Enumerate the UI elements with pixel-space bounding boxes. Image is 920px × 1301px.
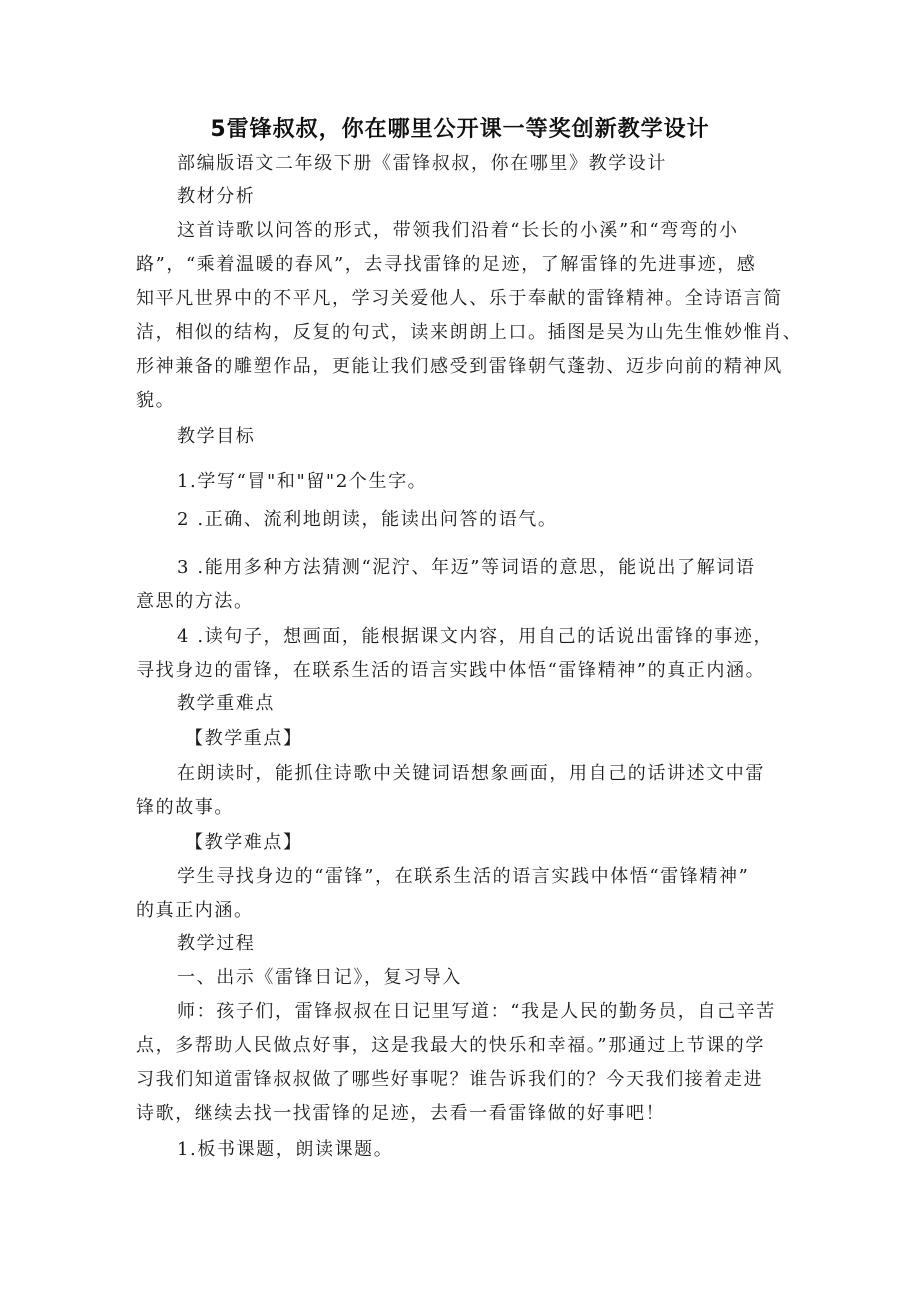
key-points-heading: 教学重难点 (177, 693, 275, 714)
focus-text: 在朗读时，能抓住诗歌中关键词语想象画面，用自己的话讲述文中雷 (177, 763, 765, 784)
goal-item-3: 3 .能用多种方法猜测“泥泞、年迈”等词语的意思，能说出了解词语 (177, 557, 756, 578)
difficulty-text-cont: 的真正内涵。 (136, 900, 254, 921)
analysis-paragraph-line: 知平凡世界中的不平凡，学习关爱他人、乐于奉献的雷锋精神。全诗语言简 (136, 288, 783, 309)
analysis-paragraph-line: 这首诗歌以问答的形式，带领我们沿着“长长的小溪”和“弯弯的小 (177, 220, 739, 241)
teacher-paragraph-line: 诗歌，继续去找一找雷锋的足迹，去看一看雷锋做的好事吧！ (136, 1103, 666, 1124)
difficulty-label: 【教学难点】 (185, 832, 303, 853)
goal-item-2: 2 .正确、流利地朗读，能读出问答的语气。 (177, 509, 558, 530)
goal-item-1: 1.学写“冒"和"留"2个生字。 (177, 471, 428, 492)
teacher-paragraph-line: 点，多帮助人民做点好事，这是我最大的快乐和幸福。”那通过上节课的学 (136, 1035, 765, 1056)
analysis-heading: 教材分析 (177, 186, 256, 207)
goal-item-4-cont: 寻找身边的雷锋，在联系生活的语言实践中体悟“雷锋精神”的真正内涵。 (136, 660, 766, 681)
step-1-title: 一、出示《雷锋日记》，复习导入 (177, 967, 462, 988)
analysis-paragraph-line: 洁，相似的结构，反复的句式，读来朗朗上口。插图是吴为山先生惟妙惟肖、 (136, 322, 803, 343)
goals-heading: 教学目标 (177, 426, 256, 447)
analysis-paragraph-line: 貌。 (136, 390, 176, 411)
substep-1: 1.板书课题，朗读课题。 (177, 1139, 394, 1160)
goal-item-3-cont: 意思的方法。 (136, 591, 254, 612)
teacher-paragraph-line: 师：孩子们，雷锋叔叔在日记里写道：“我是人民的勤务员，自己辛苦 (177, 1001, 776, 1022)
focus-label: 【教学重点】 (185, 728, 303, 749)
analysis-paragraph-line: 路”，“乘着温暖的春风”，去寻找雷锋的足迹，了解雷锋的先进事迹，感 (136, 254, 757, 275)
difficulty-text: 学生寻找身边的“雷锋”，在联系生活的语言实践中体悟“雷锋精神” (177, 866, 750, 887)
goal-item-4: 4 .读句子，想画面，能根据课文内容，用自己的话说出雷锋的事迹， (177, 626, 774, 647)
analysis-paragraph-line: 形神兼备的雕塑作品，更能让我们感受到雷锋朝气蓬勃、迈步向前的精神风 (136, 356, 783, 377)
focus-text-cont: 锋的故事。 (136, 797, 234, 818)
teacher-paragraph-line: 习我们知道雷锋叔叔做了哪些好事呢？谁告诉我们的？今天我们接着走进 (136, 1069, 764, 1090)
document-title: 5雷锋叔叔，你在哪里公开课一等奖创新教学设计 (210, 117, 710, 142)
process-heading: 教学过程 (177, 933, 256, 954)
document-subtitle: 部编版语文二年级下册《雷锋叔叔，你在哪里》教学设计 (177, 153, 667, 174)
